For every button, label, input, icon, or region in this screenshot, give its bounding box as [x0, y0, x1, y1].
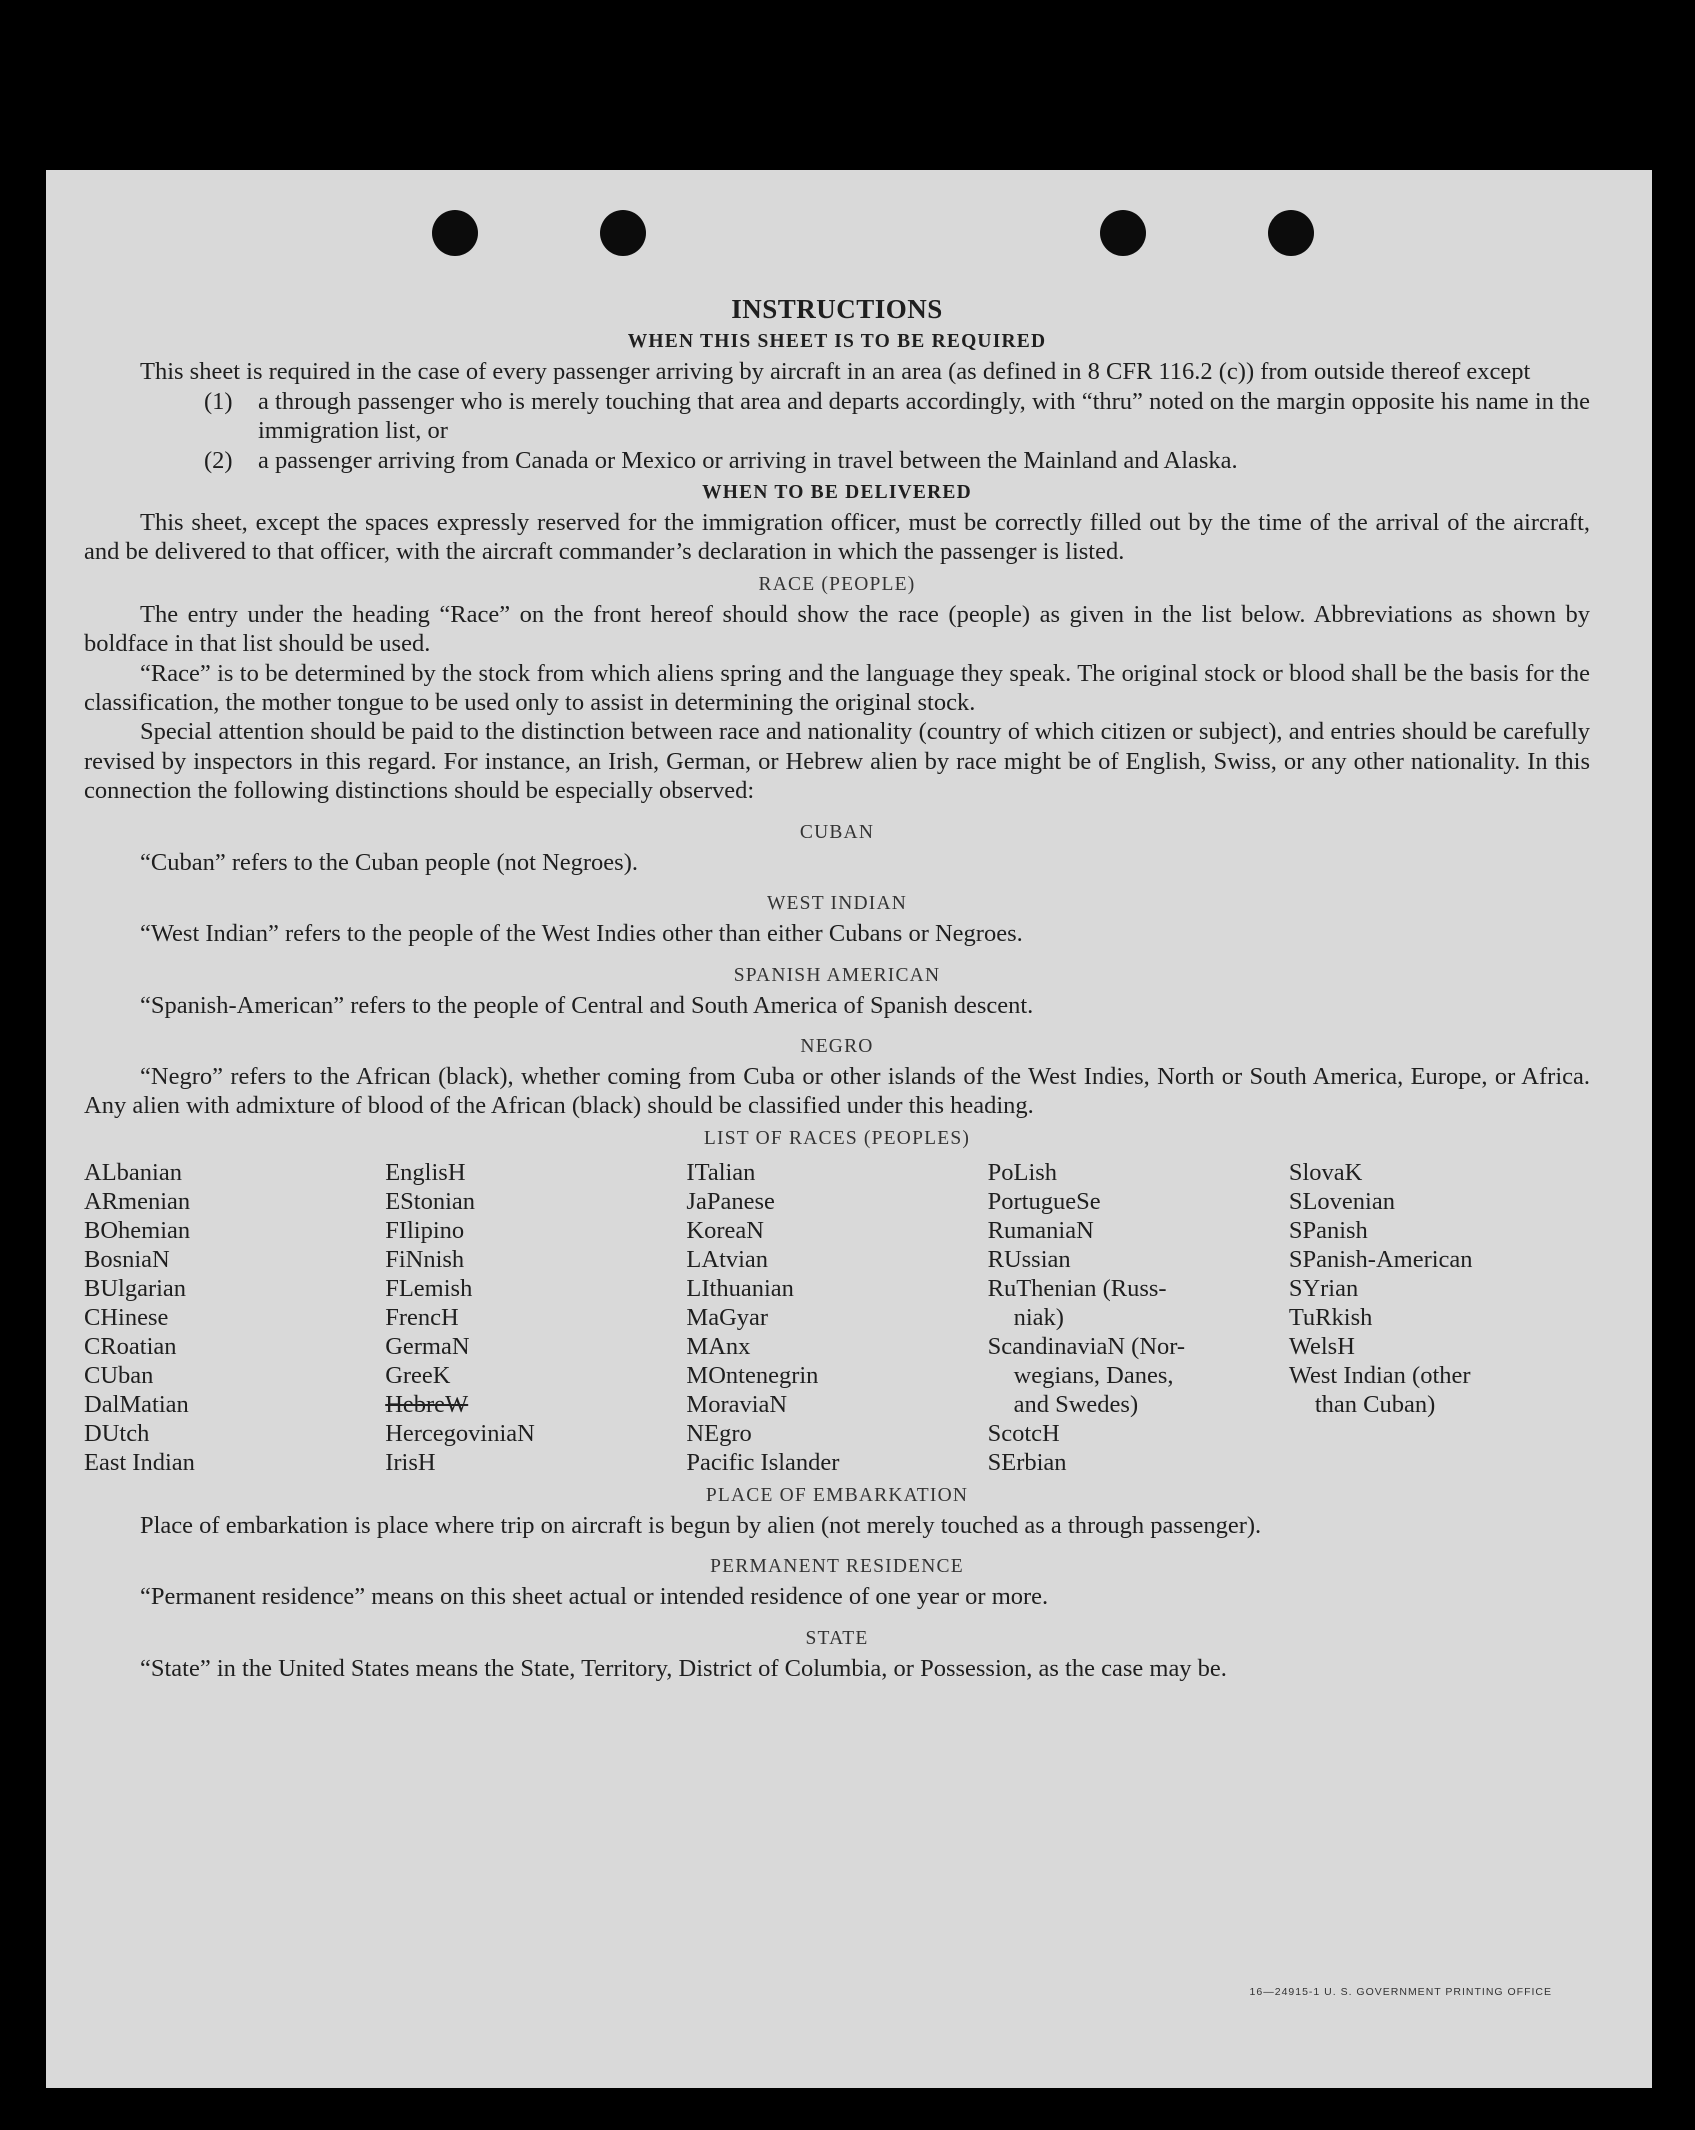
- paragraph: This sheet is required in the case of every passenger arriving by aircraft in an area (as defined in 8 CFR 116.2 (c)) from outside thereof except: [140, 358, 1531, 386]
- race-entry: SYrian: [1288, 1274, 1359, 1302]
- race-entry: ALbanian: [84, 1158, 182, 1186]
- race-entry: SLovenian: [1288, 1187, 1395, 1215]
- race-entry: MaGyar: [686, 1303, 769, 1331]
- race-entry: niak): [1013, 1303, 1064, 1331]
- section-heading: STATE: [805, 1627, 869, 1649]
- punch-hole: [600, 210, 646, 256]
- race-entry: HebreW: [385, 1390, 469, 1418]
- paragraph: This sheet, except the spaces expressly reserved for the immigration officer, must be correctly filled out by the time of the arrival of the aircraft, and be delivered to that officer, with the aircraft commander’s declaration in which the passenger is listed.: [84, 509, 1590, 566]
- race-entry: wegians, Danes,: [1013, 1361, 1174, 1389]
- paragraph: “State” in the United States means the State, Territory, District of Columbia, or Possession, as the case may be.: [140, 1654, 1227, 1682]
- paragraph: “Cuban” refers to the Cuban people (not Negroes).: [140, 848, 638, 876]
- race-entry: West Indian (other: [1288, 1361, 1471, 1389]
- punch-hole: [1268, 210, 1314, 256]
- section-heading: PERMANENT RESIDENCE: [710, 1556, 964, 1578]
- race-entry: GermaN: [385, 1332, 470, 1360]
- paragraph: “Race” is to be determined by the stock from which aliens spring and the language they speak. The original stock or blood shall be the basis for the classification, the mother tongue to be used only to assist in determining the original stock.: [84, 659, 1590, 717]
- race-entry: CRoatian: [84, 1332, 177, 1360]
- race-column: [988, 1158, 1289, 1477]
- section-heading: RACE (PEOPLE): [758, 573, 916, 595]
- paragraph: Place of embarkation is place where trip on aircraft is begun by alien (not merely touched as a through passenger).: [140, 1511, 1262, 1539]
- section-heading: WHEN TO BE DELIVERED: [702, 482, 972, 504]
- paragraph: “Spanish-American” refers to the people of Central and South America of Spanish descent.: [140, 991, 1034, 1019]
- item-text: a passenger arriving from Canada or Mexico or arriving in travel between the Mainland and Alaska.: [258, 446, 1238, 474]
- printer-footer: 16—24915-1 U. S. GOVERNMENT PRINTING OFFICE: [1249, 1986, 1552, 1998]
- race-entry: SPanish-American: [1288, 1245, 1473, 1273]
- list-item: [204, 387, 1590, 446]
- race-entry: RuThenian (Russ-: [987, 1274, 1167, 1302]
- race-entry: DUtch: [84, 1419, 150, 1447]
- item-number: (2): [204, 446, 233, 474]
- race-entry: ScandinaviaN (Nor-: [987, 1332, 1186, 1360]
- section-heading: WHEN THIS SHEET IS TO BE REQUIRED: [627, 331, 1047, 353]
- race-entry: HercegoviniaN: [385, 1419, 535, 1447]
- race-entry: RUssian: [987, 1245, 1071, 1273]
- paragraph: Special attention should be paid to the distinction between race and nationality (country of which citizen or subject), and entries should be carefully revised by inspectors in this regard. For instance, an Irish, German, or Hebrew alien by race might be of English, Swiss, or any other nationality. In this connection the following distinctions should be especially observed:: [84, 718, 1590, 805]
- paragraph: “Permanent residence” means on this sheet actual or intended residence of one year or more.: [140, 1583, 1049, 1611]
- race-entry: IrisH: [385, 1448, 436, 1476]
- race-entry: WelsH: [1288, 1332, 1355, 1360]
- punch-hole: [432, 210, 478, 256]
- race-entry: LIthuanian: [686, 1274, 794, 1302]
- list-item: [204, 446, 1590, 475]
- race-entry: BosniaN: [84, 1245, 170, 1273]
- section-heading: CUBAN: [799, 821, 875, 843]
- race-entry: FLemish: [385, 1274, 473, 1302]
- paragraph: The entry under the heading “Race” on the front hereof should show the race (people) as given in the list below. Abbreviations as shown by boldface in that list should be used.: [84, 600, 1590, 658]
- race-entry: SPanish: [1288, 1216, 1368, 1244]
- race-list-heading: LIST OF RACES (PEOPLES): [703, 1127, 971, 1149]
- race-entry: PortugueSe: [987, 1187, 1101, 1215]
- paragraph: “Negro” refers to the African (black), whether coming from Cuba or other islands of the West Indies, North or South America, Europe, or Africa. Any alien with admixture of blood of the African (black) should be classified under this heading.: [84, 1062, 1590, 1120]
- race-entry: MoraviaN: [686, 1390, 788, 1418]
- race-entry: and Swedes): [1013, 1390, 1139, 1418]
- race-entry: ScotcH: [987, 1419, 1060, 1447]
- race-entry: NEgro: [686, 1419, 752, 1447]
- race-entry: LAtvian: [686, 1245, 769, 1273]
- race-entry: BOhemian: [84, 1216, 191, 1244]
- item-text: a through passenger who is merely touching that area and departs accordingly, with “thru” noted on the margin opposite his name in the immigration list, or: [258, 387, 1590, 445]
- race-entry: JaPanese: [686, 1187, 775, 1215]
- section-heading: NEGRO: [800, 1035, 874, 1057]
- race-entry: ARmenian: [84, 1187, 191, 1215]
- race-entry: MAnx: [686, 1332, 751, 1360]
- race-column: [686, 1158, 987, 1477]
- race-list: [84, 1158, 1590, 1477]
- race-entry: FiNnish: [385, 1245, 465, 1273]
- race-entry: TuRkish: [1288, 1303, 1373, 1331]
- page-title: INSTRUCTIONS: [731, 294, 943, 324]
- race-entry: SlovaK: [1288, 1158, 1363, 1186]
- race-entry: Pacific Islander: [686, 1448, 840, 1476]
- race-entry: SErbian: [987, 1448, 1067, 1476]
- race-column: [385, 1158, 686, 1477]
- race-entry: CUban: [84, 1361, 154, 1389]
- race-column: [84, 1158, 385, 1477]
- item-number: (1): [204, 387, 233, 415]
- instructions-content: [84, 295, 1590, 1683]
- race-entry: FIlipino: [385, 1216, 465, 1244]
- race-entry: KoreaN: [686, 1216, 764, 1244]
- race-entry: EnglisH: [385, 1158, 466, 1186]
- race-entry: DalMatian: [84, 1390, 189, 1418]
- section-heading: PLACE OF EMBARKATION: [705, 1484, 969, 1506]
- punch-hole: [1100, 210, 1146, 256]
- document-sheet: [46, 170, 1652, 2088]
- race-entry: MOntenegrin: [686, 1361, 819, 1389]
- section-heading: SPANISH AMERICAN: [733, 964, 941, 986]
- race-entry: RumaniaN: [987, 1216, 1094, 1244]
- race-entry: than Cuban): [1314, 1390, 1436, 1418]
- section-heading: WEST INDIAN: [766, 893, 908, 915]
- race-entry: FrencH: [385, 1303, 459, 1331]
- race-entry: CHinese: [84, 1303, 169, 1331]
- race-entry: PoLish: [987, 1158, 1058, 1186]
- paragraph: “West Indian” refers to the people of the West Indies other than either Cubans or Negroes.: [140, 920, 1023, 948]
- race-entry: BUlgarian: [84, 1274, 187, 1302]
- race-entry: GreeK: [385, 1361, 451, 1389]
- race-entry: EStonian: [385, 1187, 476, 1215]
- race-column: [1289, 1158, 1590, 1477]
- race-entry: ITalian: [686, 1158, 756, 1186]
- race-entry: East Indian: [84, 1448, 195, 1476]
